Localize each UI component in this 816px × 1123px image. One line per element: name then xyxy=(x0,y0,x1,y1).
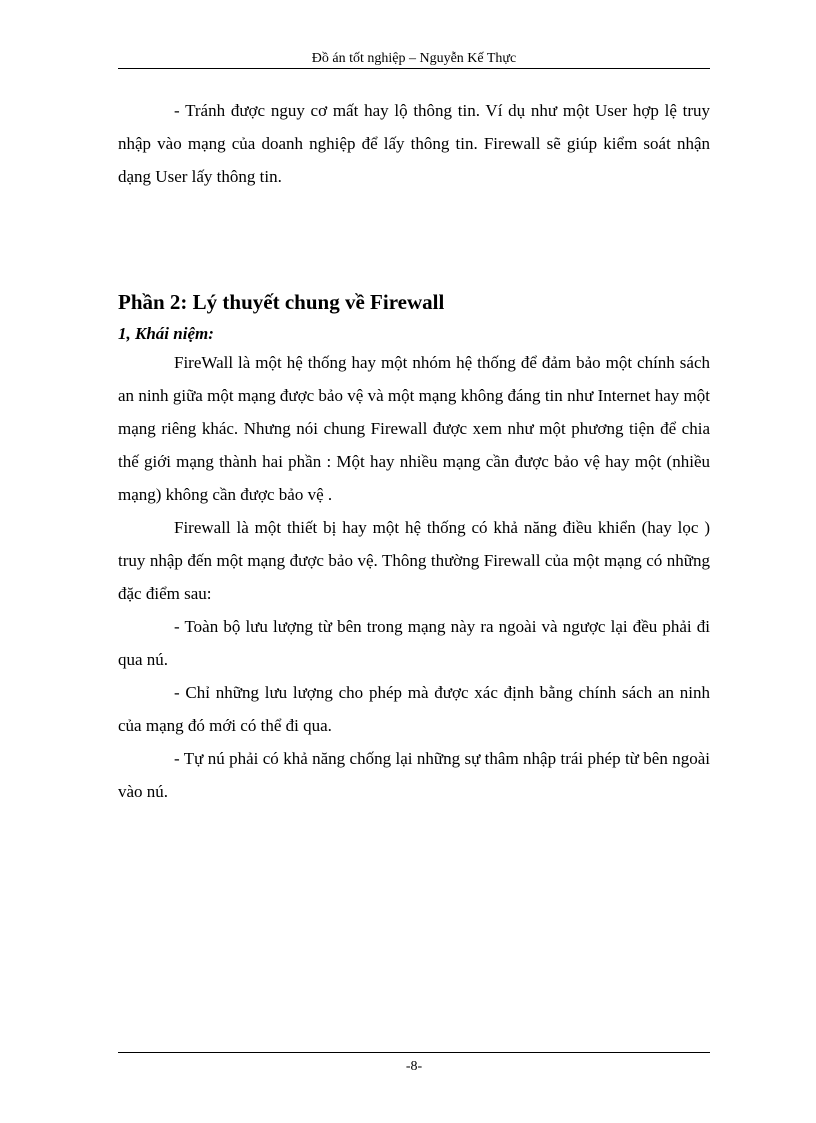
intro-paragraph: - Tránh được nguy cơ mất hay lộ thông tin. Ví dụ như một User hợp lệ truy nhập vào mạng của doanh nghiệp để lấy thông tin. Firewall sẽ giúp kiểm soát nhận dạng User lấy thông tin. xyxy=(118,101,710,186)
body-paragraph: Firewall là một thiết bị hay một hệ thống có khả năng điều khiển (hay lọc ) truy nhập đến một mạng được bảo vệ. Thông thường Firewall của một mạng có những đặc điểm sau: xyxy=(118,518,710,603)
subsection-title: 1, Khái niệm: xyxy=(118,324,214,343)
bullet-paragraph: - Chỉ những lưu lượng cho phép mà được xác định bằng chính sách an ninh của mạng đó mới có thể đi qua. xyxy=(118,683,710,735)
page-header: Đồ án tốt nghiệp – Nguyễn Kế Thực xyxy=(311,51,517,66)
section-spacer xyxy=(118,193,710,286)
header-divider xyxy=(118,68,710,69)
page-number: -8- xyxy=(405,1059,423,1074)
footer-divider xyxy=(118,1052,710,1053)
page-content xyxy=(118,94,710,808)
bullet-paragraph: - Tự nú phải có khả năng chống lại những sự thâm nhập trái phép từ bên ngoài vào nú. xyxy=(118,749,710,801)
body-paragraph: FireWall là một hệ thống hay một nhóm hệ thống để đảm bảo một chính sách an ninh giữa một mạng được bảo vệ và một mạng không đáng tin như Internet hay một mạng riêng khác. Nhưng nói chung Firewall được xem như một phương tiện để chia thế giới mạng thành hai phần : Một hay nhiều mạng cần được bảo vệ hay một (nhiều mạng) không cần được bảo vệ . xyxy=(118,353,710,504)
bullet-paragraph: - Toàn bộ lưu lượng từ bên trong mạng này ra ngoài và ngược lại đều phải đi qua nú. xyxy=(118,617,710,669)
section-title: Phần 2: Lý thuyết chung về Firewall xyxy=(118,290,445,314)
